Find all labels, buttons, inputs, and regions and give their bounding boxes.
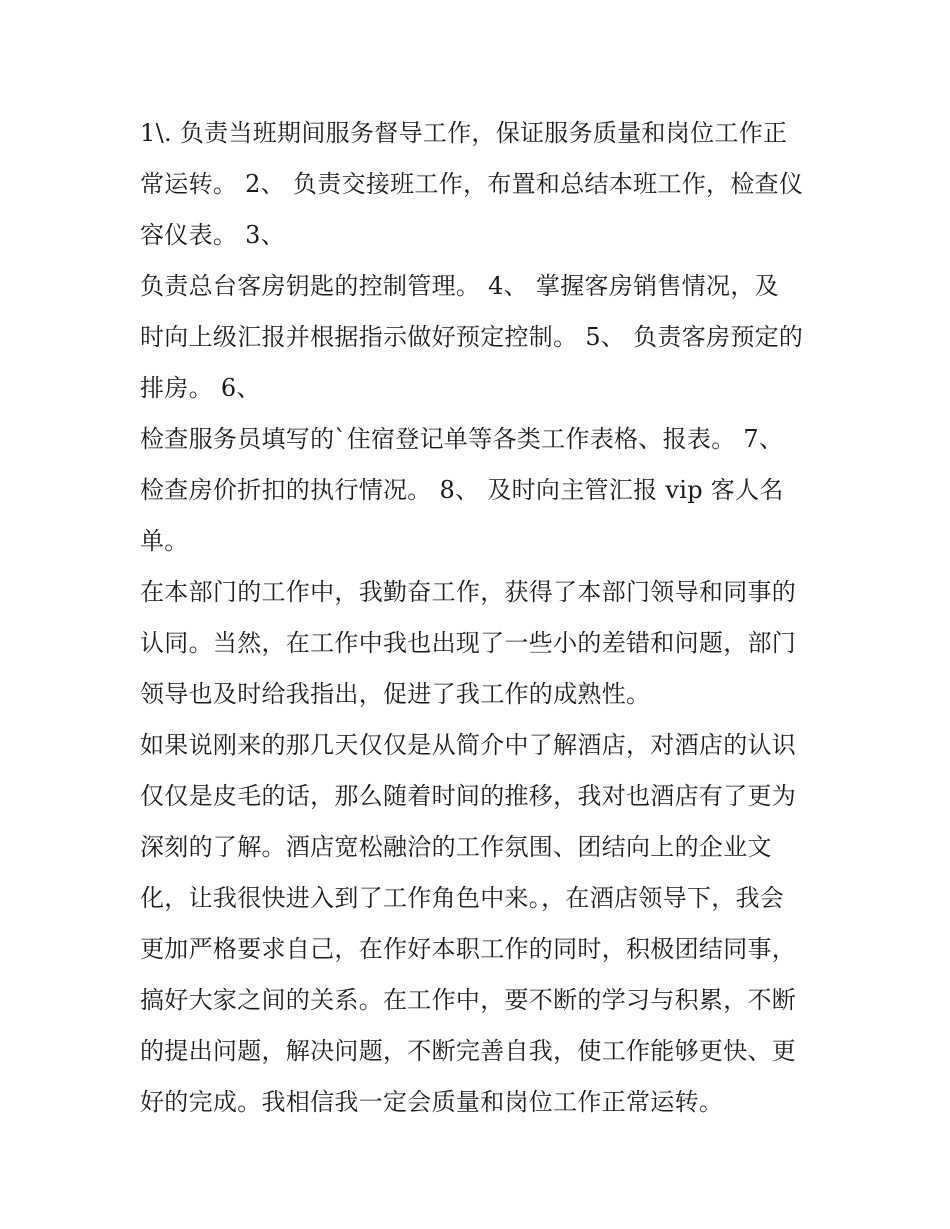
- paragraph-department-work: [140, 567, 815, 720]
- paragraph-hotel-understanding: [140, 720, 815, 1128]
- text-line: 检查服务员填写的`住宿登记单等各类工作表格、报表。 7、: [140, 425, 784, 453]
- text-line: 1\. 负责当班期间服务督导工作，保证服务质量和岗位工作正: [140, 119, 788, 147]
- text-line: 的提出问题，解决问题，不断完善自我，使工作能够更快、更: [140, 1037, 797, 1065]
- text-line: 如果说刚来的那几天仅仅是从简介中了解酒店，对酒店的认识: [140, 731, 797, 759]
- paragraph-duties-2: [140, 261, 815, 414]
- text-line: 深刻的了解。酒店宽松融洽的工作氛围、团结向上的企业文: [140, 833, 772, 861]
- text-line: 认同。当然，在工作中我也出现了一些小的差错和问题，部门: [140, 629, 797, 657]
- text-line: 领导也及时给我指出，促进了我工作的成熟性。: [140, 680, 651, 708]
- text-line: 在本部门的工作中，我勤奋工作，获得了本部门领导和同事的: [140, 578, 797, 606]
- text-line: 常运转。 2、 负责交接班工作，布置和总结本班工作，检查仪: [140, 170, 804, 198]
- text-line: 负责总台客房钥匙的控制管理。 4、 掌握客房销售情况，及: [140, 272, 779, 300]
- text-line: 搞好大家之间的关系。在工作中，要不断的学习与积累，不断: [140, 986, 797, 1014]
- text-line: 排房。 6、: [140, 374, 261, 402]
- text-line: 检查房价折扣的执行情况。 8、 及时向主管汇报 vip 客人名: [140, 476, 784, 504]
- text-line: 时向上级汇报并根据指示做好预定控制。 5、 负责客房预定的: [140, 323, 804, 351]
- paragraph-duties-3: [140, 414, 815, 567]
- text-line: 更加严格要求自己，在作好本职工作的同时，积极团结同事，: [140, 935, 797, 963]
- text-line: 好的完成。我相信我一定会质量和岗位工作正常运转。: [140, 1088, 724, 1116]
- paragraph-duties-1: [140, 108, 815, 261]
- text-line: 单。: [140, 527, 189, 555]
- text-line: 仅仅是皮毛的话，那么随着时间的推移，我对也酒店有了更为: [140, 782, 797, 810]
- text-line: 容仪表。 3、: [140, 221, 285, 249]
- document-body: [140, 108, 815, 1128]
- text-line: 化，让我很快进入到了工作角色中来。，在酒店领导下，我会: [140, 884, 785, 912]
